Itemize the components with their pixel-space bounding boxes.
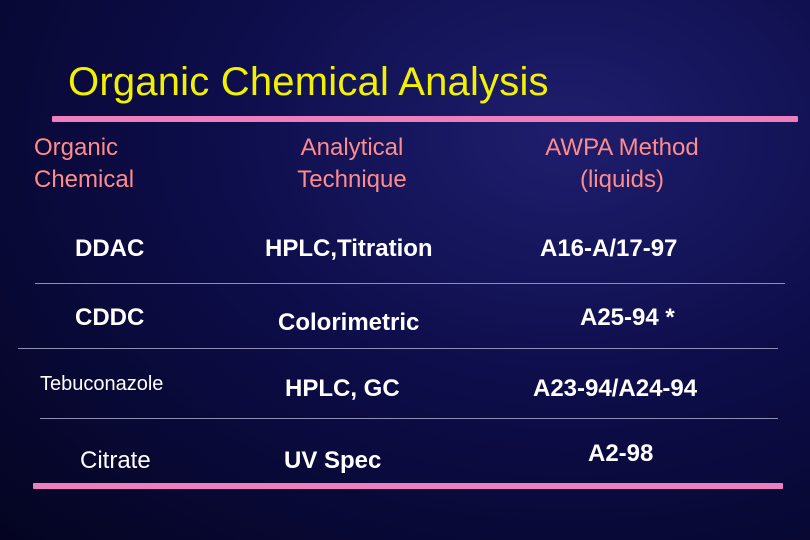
slide-title: Organic Chemical Analysis bbox=[68, 60, 549, 104]
header-analytical-technique bbox=[297, 132, 406, 196]
table-cell-method: A23-94/A24-94 bbox=[533, 375, 698, 402]
table-cell-technique: UV Spec bbox=[284, 447, 382, 474]
row-separator bbox=[18, 348, 778, 349]
table-cell-chemical: Citrate bbox=[80, 447, 151, 474]
table-cell-technique: HPLC,Titration bbox=[265, 235, 433, 262]
table-cell-method: A25-94 * bbox=[580, 304, 675, 331]
row-separator bbox=[40, 418, 778, 419]
bottom-rule bbox=[33, 483, 783, 489]
header-line: Organic bbox=[34, 134, 119, 161]
row-separator bbox=[35, 283, 785, 284]
table-cell-technique: Colorimetric bbox=[278, 309, 420, 336]
table-cell-technique: HPLC, GC bbox=[285, 375, 400, 402]
header-line: (liquids) bbox=[579, 166, 665, 193]
header-line: Chemical bbox=[34, 166, 135, 193]
title-underline bbox=[52, 116, 798, 122]
table-cell-method: A16-A/17-97 bbox=[540, 235, 678, 262]
table-cell-chemical: Tebuconazole bbox=[40, 373, 164, 395]
header-organic-chemical bbox=[34, 132, 134, 196]
table-cell-method: A2-98 bbox=[588, 440, 654, 467]
header-line: Analytical bbox=[300, 134, 404, 161]
header-line: Technique bbox=[297, 166, 407, 193]
header-line: AWPA Method bbox=[545, 134, 699, 161]
table-cell-chemical: DDAC bbox=[75, 235, 145, 262]
table-cell-chemical: CDDC bbox=[75, 304, 145, 331]
header-awpa-method bbox=[545, 132, 698, 196]
